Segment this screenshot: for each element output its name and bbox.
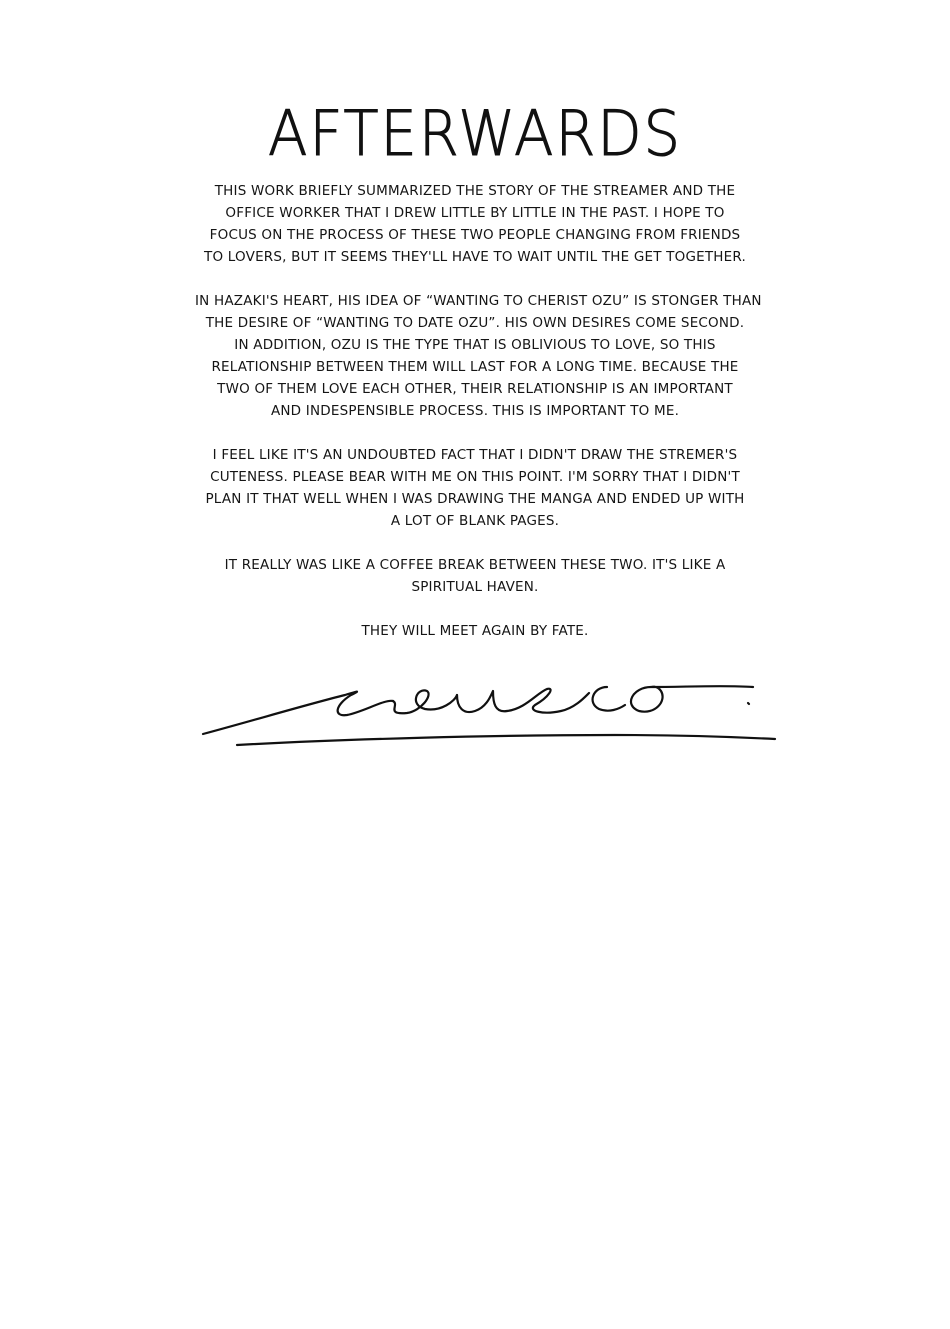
- paragraph-4: [195, 554, 755, 598]
- paragraph-1: [195, 180, 755, 268]
- signature-stroke: [507, 689, 589, 713]
- paragraph-3: [195, 444, 755, 532]
- paragraph-5: [195, 620, 755, 642]
- text-line: IT REALLY WAS LIKE A COFFEE BREAK BETWEEN THESE TWO. IT'S LIKE A: [224, 557, 726, 573]
- signature-stroke: [393, 690, 457, 713]
- text-line: THEY WILL MEET AGAIN BY FATE.: [361, 623, 589, 639]
- signature-icon: [195, 665, 785, 755]
- signature-stroke: [457, 691, 507, 712]
- paragraph-2: [195, 290, 762, 422]
- text-line: AND INDESPENSIBLE PROCESS. THIS IS IMPORTANT TO ME.: [270, 403, 680, 419]
- signature-stroke: [748, 703, 749, 704]
- text-line: OFFICE WORKER THAT I DREW LITTLE BY LITTLE IN THE PAST. I HOPE TO: [225, 205, 725, 221]
- afterword-text: [195, 180, 762, 664]
- signature-stroke: [237, 735, 775, 745]
- signature-stroke: [593, 687, 625, 711]
- text-line: SPIRITUAL HAVEN.: [411, 579, 539, 595]
- text-line: IN HAZAKI'S HEART, HIS IDEA OF “WANTING TO CHERIST OZU” IS STONGER THAN: [195, 293, 762, 309]
- text-line: THIS WORK BRIEFLY SUMMARIZED THE STORY OF THE STREAMER AND THE: [214, 183, 736, 199]
- text-line: TO LOVERS, BUT IT SEEMS THEY'LL HAVE TO WAIT UNTIL THE GET TOGETHER.: [204, 249, 746, 265]
- page-title: AFTERWARDS: [268, 97, 682, 170]
- text-line: TWO OF THEM LOVE EACH OTHER, THEIR RELATIONSHIP IS AN IMPORTANT: [217, 381, 733, 397]
- text-line: CUTENESS. PLEASE BEAR WITH ME ON THIS POINT. I'M SORRY THAT I DIDN'T: [210, 469, 740, 485]
- text-line: PLAN IT THAT WELL WHEN I WAS DRAWING THE MANGA AND ENDED UP WITH: [205, 491, 745, 507]
- text-line: I FEEL LIKE IT'S AN UNDOUBTED FACT THAT I DIDN'T DRAW THE STREMER'S: [212, 447, 738, 463]
- text-line: IN ADDITION, OZU IS THE TYPE THAT IS OBLIVIOUS TO LOVE, SO THIS: [234, 337, 716, 353]
- text-line: FOCUS ON THE PROCESS OF THESE TWO PEOPLE CHANGING FROM FRIENDS: [209, 227, 741, 243]
- signature-stroke: [631, 686, 753, 712]
- text-line: RELATIONSHIP BETWEEN THEM WILL LAST FOR A LONG TIME. BECAUSE THE: [211, 359, 739, 375]
- text-line: A LOT OF BLANK PAGES.: [390, 513, 560, 529]
- text-line: THE DESIRE OF “WANTING TO DATE OZU”. HIS OWN DESIRES COME SECOND.: [205, 315, 745, 331]
- signature-stroke: [203, 692, 393, 734]
